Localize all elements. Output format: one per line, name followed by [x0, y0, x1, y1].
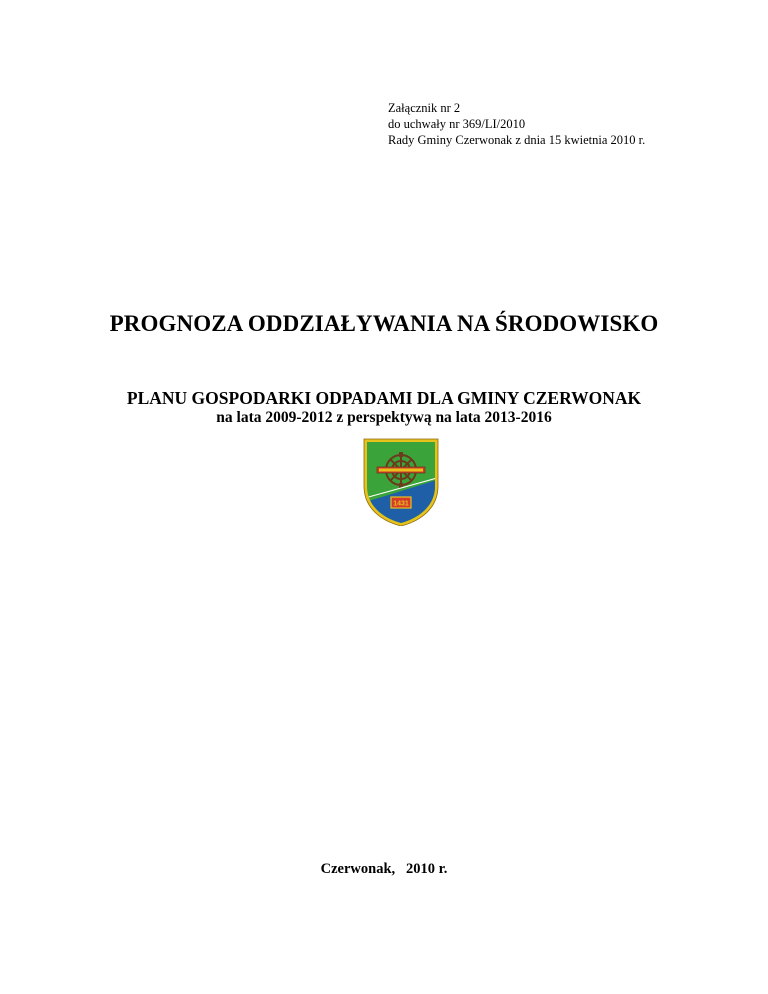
annex-note	[388, 100, 645, 148]
annex-line-resolution: do uchwały nr 369/LI/2010	[388, 117, 526, 131]
crest-year: 1431	[393, 500, 409, 508]
annex-line-number: Załącznik nr 2	[388, 101, 461, 115]
coat-of-arms-czerwonak	[359, 438, 443, 526]
document-title: PROGNOZA ODDZIAŁYWANIA NA ŚRODOWISKO	[109, 311, 659, 336]
annex-line-council-date: Rady Gminy Czerwonak z dnia 15 kwietnia 2010 r.	[388, 133, 646, 147]
document-period: na lata 2009-2012 z perspektywą na lata 2013-2016	[216, 409, 552, 426]
document-subtitle: PLANU GOSPODARKI ODPADAMI DLA GMINY CZERWONAK	[126, 388, 642, 408]
place-and-date: Czerwonak, 2010 r.	[320, 861, 448, 877]
